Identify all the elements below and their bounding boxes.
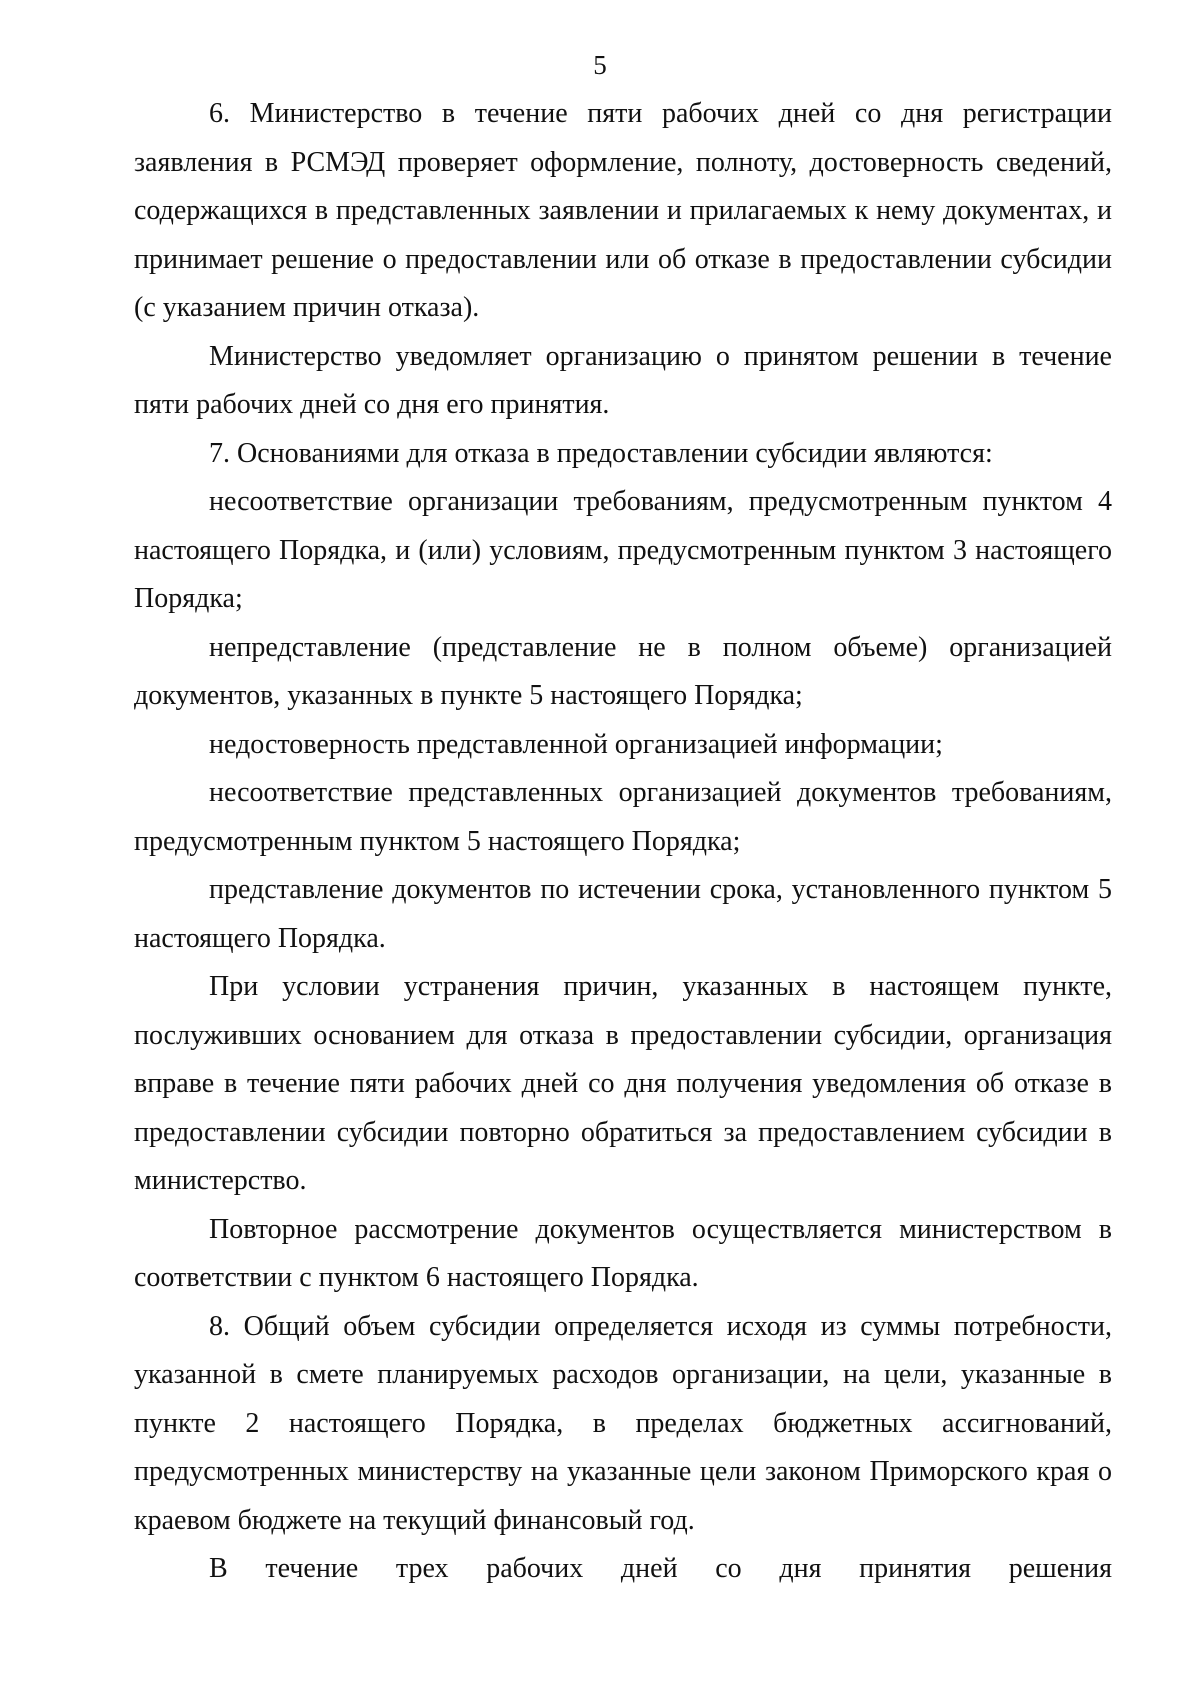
paragraph-notification: Министерство уведомляет организацию о принятом решении в течение пяти рабочих дней со дня его принятия. [134,340,1112,420]
refusal-reason-2: непредставление (представление не в полном объеме) организацией документов, указанных в пункте 5 настоящего Порядка; [134,631,1112,711]
paragraph-final-partial: В течение трех рабочих дней со дня принятия решения [209,1553,1112,1584]
refusal-reason-4: несоответствие представленных организацией документов требованиям, предусмотренным пунктом 5 настоящего Порядка; [134,777,1112,857]
paragraph-6: 6. Министерство в течение пяти рабочих дней со дня регистрации заявления в РСМЭД проверяет оформление, полноту, достоверность сведений, содержащихся в представленных заявлении и прилагаемых к нему документах, и принимает решение о предоставлении или об отказе в предоставлении субсидии (с указанием причин отказа). [134,98,1112,323]
paragraph-8: 8. Общий объем субсидии определяется исходя из суммы потребности, указанной в смете планируемых расходов организации, на цели, указанные в пункте 2 настоящего Порядка, в пределах бюджетных ассигнований, предусмотренных министерству на указанные цели законом Приморского края о краевом бюджете на текущий финансовый год. [134,1310,1112,1536]
document-body [134,90,1112,1594]
refusal-reason-3: недостоверность представленной организацией информации; [209,728,943,760]
refusal-reason-5: представление документов по истечении срока, установленного пунктом 5 настоящего Порядка. [134,874,1112,954]
refusal-reason-1: несоответствие организации требованиям, предусмотренным пунктом 4 настоящего Порядка, и (или) условиям, предусмотренным пунктом 3 настоящего Порядка; [134,486,1112,614]
paragraph-resubmission: При условии устранения причин, указанных в настоящем пункте, послуживших основанием для отказа в предоставлении субсидии, организация вправе в течение пяти рабочих дней со дня получения уведомления об отказе в предоставлении субсидии повторно обратиться за предоставлением субсидии в министерство. [134,971,1112,1196]
paragraph-reconsideration: Повторное рассмотрение документов осуществляется министерством в соответствии с пунктом 6 настоящего Порядка. [134,1213,1112,1293]
paragraph-7: 7. Основаниями для отказа в предоставлении субсидии являются: [209,437,993,469]
page-number: 5 [593,50,607,80]
